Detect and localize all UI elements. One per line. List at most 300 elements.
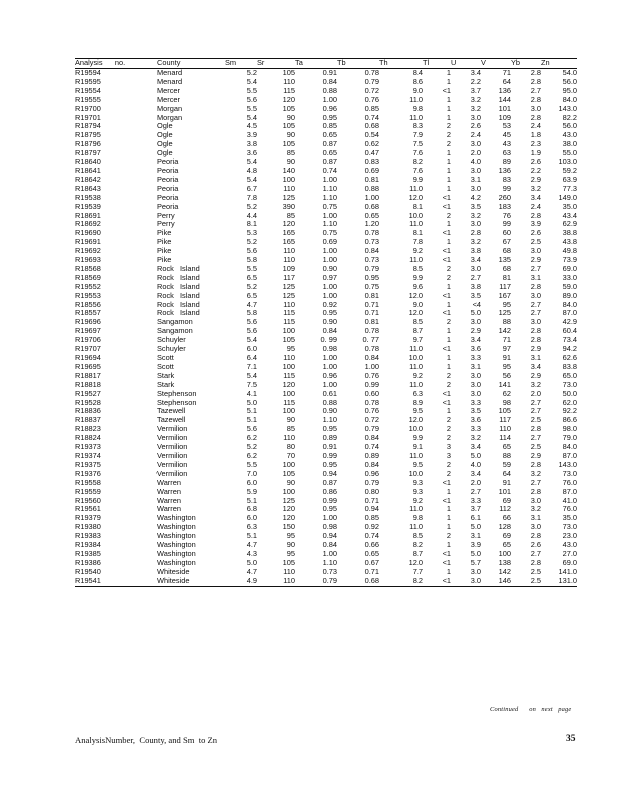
cell-sr: 105 — [282, 68, 295, 77]
cell-th: 8.5 — [412, 264, 423, 273]
cell-yb: 3.0 — [530, 291, 541, 300]
cell-ta: 0.74 — [322, 166, 337, 175]
cell-sm: 5.2 — [246, 282, 257, 291]
cell-sm: 4.7 — [246, 567, 257, 576]
cell-yb: 2.5 — [530, 416, 541, 425]
cell-v: 91 — [502, 354, 511, 362]
cell-tb: 0.81 — [364, 318, 379, 327]
cell-tl: <1 — [442, 291, 451, 300]
cell-tl: 1 — [446, 362, 451, 371]
analysis-number: R18568 — [75, 264, 101, 273]
cell-tb: 0.62 — [364, 140, 379, 149]
cell-sr: 125 — [282, 496, 295, 505]
cell-sr: 165 — [282, 229, 295, 238]
table-row — [75, 497, 577, 506]
cell-tb: 0.88 — [364, 184, 379, 193]
cell-sm: 5.1 — [246, 407, 257, 416]
analysis-number: R18643 — [75, 184, 101, 193]
cell-sm: 4.8 — [246, 166, 257, 175]
cell-analysis — [75, 452, 157, 461]
cell-th: 9.1 — [412, 443, 423, 452]
cell-analysis — [75, 158, 157, 167]
cell-zn: 65.0 — [562, 371, 577, 380]
analysis-number: R19690 — [75, 229, 101, 238]
cell-zn: 92.2 — [562, 407, 577, 416]
cell-th: 9.3 — [412, 478, 423, 487]
cell-sr: 110 — [283, 247, 295, 256]
continued-note: Continued on next page — [490, 706, 572, 713]
cell-sr: 100 — [282, 460, 295, 469]
cell-tl: 2 — [446, 416, 451, 425]
cell-tb: 0.80 — [364, 487, 379, 496]
cell-yb: 2.7 — [530, 434, 541, 443]
cell-ta: 0.90 — [322, 318, 337, 327]
cell-sr: 120 — [282, 95, 295, 104]
cell-yb: 3.1 — [530, 514, 541, 523]
cell-county: Warren — [157, 505, 181, 514]
cell-th: 8.2 — [412, 158, 423, 167]
cell-tl: 1 — [446, 514, 451, 523]
cell-u: 3.8 — [470, 282, 481, 291]
cell-sr: 105 — [282, 122, 295, 131]
cell-analysis — [75, 488, 157, 497]
cell-u: 3.2 — [470, 104, 481, 113]
cell-th: 8.2 — [412, 541, 423, 550]
cell-v: 183 — [498, 202, 511, 211]
cell-zn: 76.0 — [562, 478, 577, 487]
analysis-number: R18794 — [75, 122, 101, 131]
cell-tl: 2 — [446, 140, 451, 149]
cell-sm: 5.4 — [246, 113, 257, 122]
table-row — [75, 452, 577, 461]
cell-tl: <1 — [442, 496, 451, 505]
cell-zn: 84.0 — [562, 443, 577, 452]
cell-county: Pike — [157, 238, 172, 247]
table-row — [75, 212, 577, 221]
cell-tb: 0.65 — [364, 211, 379, 220]
cell-yb: 3.0 — [530, 496, 541, 505]
cell-u: 3.1 — [470, 532, 481, 541]
analysis-number: R19559 — [75, 487, 101, 496]
cell-sr: 125 — [282, 193, 295, 202]
cell-sr: 125 — [282, 291, 295, 300]
table-row — [75, 470, 577, 479]
cell-u: 3.9 — [470, 541, 481, 550]
cell-sm: 7.0 — [246, 469, 257, 478]
cell-u: 3.4 — [470, 469, 481, 478]
cell-county: Vermilion — [157, 460, 188, 469]
cell-tl: 2 — [446, 264, 451, 273]
cell-analysis — [75, 514, 157, 523]
cell-ta: 0.84 — [322, 77, 337, 86]
cell-county: Perry — [157, 220, 175, 229]
cell-v: 88 — [502, 318, 511, 327]
cell-u: 3.4 — [470, 443, 481, 452]
cell-sr: 110 — [283, 434, 295, 443]
cell-zn: 54.0 — [562, 68, 577, 77]
cell-yb: 2.8 — [530, 95, 541, 104]
cell-zn: 73.0 — [562, 523, 577, 532]
cell-tl: 1 — [446, 238, 451, 247]
cell-v: 117 — [499, 416, 511, 425]
cell-ta: 1.00 — [322, 549, 337, 558]
cell-u: 3.1 — [470, 362, 481, 371]
cell-county: Ogle — [157, 131, 173, 140]
table-row — [75, 78, 577, 87]
cell-ta: 1.00 — [322, 380, 337, 389]
cell-zn: 73.9 — [562, 256, 577, 265]
table-row — [75, 336, 577, 345]
cell-tb: 0.76 — [364, 371, 379, 380]
cell-sm: 6.2 — [246, 451, 257, 460]
cell-analysis — [75, 550, 157, 559]
cell-v: 64 — [502, 469, 511, 478]
analysis-number: R18691 — [75, 211, 101, 220]
cell-yb: 2.6 — [530, 158, 541, 167]
cell-sr: 115 — [283, 309, 295, 318]
cell-v: 45 — [502, 131, 511, 140]
cell-tb: 0.78 — [364, 68, 379, 77]
cell-v: 135 — [498, 256, 511, 265]
cell-u: 5.0 — [470, 523, 481, 532]
cell-zn: 149.0 — [558, 193, 577, 202]
cell-county: Vermilion — [157, 469, 188, 478]
cell-yb: 2.4 — [530, 122, 541, 131]
cell-v: 100 — [498, 549, 511, 558]
header-u: U — [451, 59, 481, 69]
cell-zn: 87.0 — [562, 487, 577, 496]
cell-ta: 0.96 — [322, 104, 337, 113]
cell-th: 11.0 — [409, 220, 423, 229]
cell-tb: 0.66 — [364, 541, 379, 550]
cell-sr: 120 — [282, 220, 295, 229]
table-row — [75, 274, 577, 283]
cell-sr: 100 — [282, 389, 295, 398]
cell-sm: 6.0 — [246, 478, 257, 487]
cell-sr: 90 — [286, 416, 295, 425]
cell-yb: 2.4 — [530, 202, 541, 211]
cell-u: 3.4 — [470, 68, 481, 77]
cell-tl: 1 — [446, 184, 451, 193]
cell-tb: 0.75 — [364, 282, 379, 291]
cell-tb: 0.69 — [364, 166, 379, 175]
table-row — [75, 479, 577, 488]
cell-zn: 62.6 — [562, 354, 577, 362]
cell-tl: 1 — [446, 523, 451, 532]
cell-county: Washington — [157, 558, 196, 567]
cell-sr: 105 — [282, 469, 295, 478]
cell-yb: 3.1 — [530, 354, 541, 362]
analysis-number: R19595 — [75, 77, 101, 86]
cell-zn: 50.0 — [562, 389, 577, 398]
cell-th: 8.7 — [412, 327, 423, 336]
cell-sm: 5.1 — [246, 416, 257, 425]
cell-tl: 1 — [446, 327, 451, 336]
cell-th: 9.2 — [412, 371, 423, 380]
cell-v: 66 — [502, 514, 511, 523]
cell-analysis — [75, 532, 157, 541]
analysis-number: R18824 — [75, 434, 101, 443]
cell-sm: 5.3 — [246, 229, 257, 238]
cell-tb: 0.76 — [364, 407, 379, 416]
cell-sm: 5.0 — [246, 398, 257, 407]
table-row — [75, 345, 577, 354]
cell-th: 7.5 — [412, 140, 423, 149]
analysis-number: R18836 — [75, 407, 101, 416]
cell-zn: 94.2 — [562, 345, 577, 354]
cell-yb: 2.2 — [530, 166, 541, 175]
cell-u: 2.7 — [470, 487, 481, 496]
analysis-number: R19539 — [75, 202, 101, 211]
cell-ta: 1.10 — [322, 193, 337, 202]
cell-tb: 0.96 — [364, 469, 379, 478]
cell-yb: 3.2 — [530, 469, 541, 478]
cell-th: 8.1 — [412, 229, 423, 238]
cell-tl: 1 — [446, 175, 451, 184]
cell-sr: 120 — [282, 514, 295, 523]
cell-sm: 4.4 — [246, 211, 257, 220]
cell-th: 10.0 — [408, 469, 423, 478]
cell-zn: 83.8 — [562, 362, 577, 371]
cell-yb: 2.6 — [530, 541, 541, 550]
cell-tl: 1 — [446, 113, 451, 122]
cell-tb: 0.81 — [364, 175, 379, 184]
cell-ta: 0.95 — [322, 425, 337, 434]
cell-yb: 2.6 — [530, 229, 541, 238]
cell-u: 3.0 — [470, 318, 481, 327]
cell-ta: 0.84 — [322, 541, 337, 550]
table-row — [75, 318, 577, 327]
cell-tl: <1 — [442, 193, 451, 202]
cell-sm: 5.0 — [246, 558, 257, 567]
cell-ta: 0.85 — [322, 122, 337, 131]
cell-sm: 5.6 — [246, 247, 257, 256]
cell-zn: 43.8 — [562, 238, 577, 247]
cell-tb: 0.68 — [337, 577, 379, 586]
cell-zn: 86.6 — [562, 416, 577, 425]
cell-analysis — [75, 265, 157, 274]
cell-sr: 100 — [282, 327, 295, 336]
cell-zn: 76.0 — [562, 505, 577, 514]
analysis-number: R19540 — [75, 567, 101, 576]
table-row — [75, 550, 577, 559]
analysis-number: R19385 — [75, 549, 101, 558]
cell-sr: 80 — [286, 443, 295, 452]
cell-u: 2.7 — [470, 273, 481, 282]
table-row — [75, 122, 577, 131]
analysis-number: R18795 — [75, 131, 101, 140]
analysis-number: R19527 — [75, 389, 101, 398]
cell-analysis — [75, 425, 157, 434]
cell-ta: 0.95 — [322, 460, 337, 469]
cell-county: Menard — [157, 77, 183, 86]
cell-sr: 100 — [282, 407, 295, 416]
analysis-number: R19697 — [75, 327, 101, 336]
table-row — [75, 114, 577, 123]
cell-v: 95 — [502, 362, 511, 371]
cell-ta: 0.65 — [322, 149, 337, 158]
cell-tb: 1.20 — [364, 220, 379, 229]
cell-tl: 2 — [446, 131, 451, 140]
cell-sr: 105 — [282, 104, 295, 113]
cell-zn: 27.0 — [562, 549, 577, 558]
cell-u: 2.6 — [470, 122, 481, 131]
cell-sr: 95 — [286, 345, 295, 354]
cell-tl: <1 — [442, 202, 451, 211]
cell-th: 9.8 — [412, 514, 423, 523]
cell-tb: 0.78 — [364, 229, 379, 238]
cell-analysis — [75, 443, 157, 452]
table-row — [75, 105, 577, 114]
analysis-number: R19692 — [75, 247, 101, 256]
cell-v: 138 — [498, 558, 511, 567]
cell-analysis — [75, 327, 157, 336]
cell-v: 76 — [502, 211, 511, 220]
cell-county: Sangamon — [157, 327, 193, 336]
cell-tb: 0.78 — [364, 398, 379, 407]
table-row — [75, 461, 577, 470]
cell-analysis — [75, 238, 157, 247]
table-row — [75, 283, 577, 292]
cell-sr: 95 — [286, 549, 295, 558]
table-row — [75, 407, 577, 416]
cell-tb: 0.72 — [364, 416, 379, 425]
cell-th: 9.0 — [412, 86, 423, 95]
cell-ta: 0.65 — [322, 131, 337, 140]
cell-sr: 110 — [283, 354, 295, 362]
cell-v: 117 — [499, 282, 511, 291]
cell-tl: 1 — [446, 104, 451, 113]
cell-u: 3.0 — [470, 184, 481, 193]
cell-sr: 100 — [282, 175, 295, 184]
cell-th: 9.9 — [412, 273, 423, 282]
cell-tl: <1 — [442, 549, 451, 558]
cell-analysis — [75, 363, 157, 372]
cell-yb: 1.8 — [530, 131, 541, 140]
cell-analysis — [75, 336, 157, 345]
cell-u: 3.1 — [470, 175, 481, 184]
cell-tb: 0.83 — [364, 158, 379, 167]
analysis-number: R19374 — [75, 451, 101, 460]
cell-u: <4 — [472, 300, 481, 309]
table-row — [75, 256, 577, 265]
cell-sr: 110 — [283, 256, 295, 265]
cell-zn: 73.4 — [562, 336, 577, 345]
cell-tl: 1 — [446, 68, 451, 77]
cell-analysis — [75, 301, 157, 310]
cell-tl: 2 — [446, 371, 451, 380]
cell-v: 105 — [498, 407, 511, 416]
cell-sm: 5.4 — [246, 175, 257, 184]
cell-u: 3.0 — [451, 577, 481, 586]
cell-v: 141 — [498, 380, 511, 389]
cell-county: Mercer — [157, 86, 180, 95]
table-row — [75, 292, 577, 301]
cell-zn: 95.0 — [562, 86, 577, 95]
cell-ta: 1.00 — [322, 362, 337, 371]
cell-yb: 2.5 — [530, 238, 541, 247]
cell-yb: 3.0 — [530, 104, 541, 113]
cell-sm: 5.4 — [246, 77, 257, 86]
cell-ta: 0.97 — [322, 273, 337, 282]
cell-sm: 5.2 — [246, 238, 257, 247]
cell-th: 9.7 — [412, 336, 423, 345]
cell-yb: 2.8 — [530, 211, 541, 220]
analysis-number: R18569 — [75, 273, 101, 282]
cell-th: 9.5 — [412, 407, 423, 416]
cell-th: 7.6 — [412, 149, 423, 158]
cell-sm: 5.5 — [246, 104, 257, 113]
cell-tb: 0.54 — [364, 131, 379, 140]
cell-sr: 105 — [282, 140, 295, 149]
cell-analysis — [75, 114, 157, 123]
cell-sr: 105 — [282, 558, 295, 567]
cell-yb: 2.7 — [530, 398, 541, 407]
cell-tl: 2 — [446, 318, 451, 327]
header-tl: Tl — [423, 59, 451, 69]
cell-yb: 2.8 — [530, 113, 541, 122]
cell-ta: 0.90 — [322, 264, 337, 273]
table-row — [75, 238, 577, 247]
cell-u: 4.0 — [470, 158, 481, 167]
cell-zn: 49.8 — [562, 247, 577, 256]
cell-sm: 4.7 — [246, 541, 257, 550]
cell-v: 63 — [502, 149, 511, 158]
analysis-number: R19691 — [75, 238, 101, 247]
cell-sr: 90 — [286, 131, 295, 140]
cell-analysis — [75, 292, 157, 301]
cell-tb: 0.78 — [364, 345, 379, 354]
cell-th: 12.0 — [408, 309, 423, 318]
cell-tl: 1 — [446, 354, 451, 362]
page-number: 35 — [566, 734, 576, 744]
cell-zn: 84.0 — [562, 300, 577, 309]
cell-zn: 43.0 — [562, 541, 577, 550]
table-row — [75, 416, 577, 425]
cell-tl: 1 — [446, 336, 451, 345]
cell-sm: 5.2 — [246, 68, 257, 77]
cell-th: 12.0 — [408, 291, 423, 300]
cell-tl: 2 — [446, 469, 451, 478]
cell-yb: 2.7 — [530, 549, 541, 558]
analysis-number: R19379 — [75, 514, 101, 523]
table-row — [75, 140, 577, 149]
cell-u: 3.5 — [470, 202, 481, 211]
cell-analysis — [75, 185, 157, 194]
cell-county: Vermilion — [157, 425, 188, 434]
cell-county: Peoria — [157, 166, 179, 175]
cell-u: 3.8 — [470, 247, 481, 256]
cell-analysis — [75, 497, 157, 506]
cell-tb: 0.71 — [364, 567, 379, 576]
cell-sr: 115 — [283, 86, 295, 95]
cell-tb: 0.84 — [364, 460, 379, 469]
table-row — [75, 390, 577, 399]
cell-th: 11.0 — [409, 184, 423, 193]
cell-th: 8.4 — [412, 68, 423, 77]
cell-tl: <1 — [442, 398, 451, 407]
cell-ta: 1.00 — [322, 211, 337, 220]
cell-county: Rock Island — [157, 264, 200, 273]
table-row — [75, 443, 577, 452]
cell-sm: 7.5 — [246, 380, 257, 389]
cell-sm: 6.5 — [246, 291, 257, 300]
data-table — [75, 58, 577, 587]
cell-county: Ogle — [157, 140, 173, 149]
cell-ta: 0.75 — [322, 229, 337, 238]
cell-sm: 5.6 — [246, 95, 257, 104]
cell-ta: 0.94 — [322, 469, 337, 478]
